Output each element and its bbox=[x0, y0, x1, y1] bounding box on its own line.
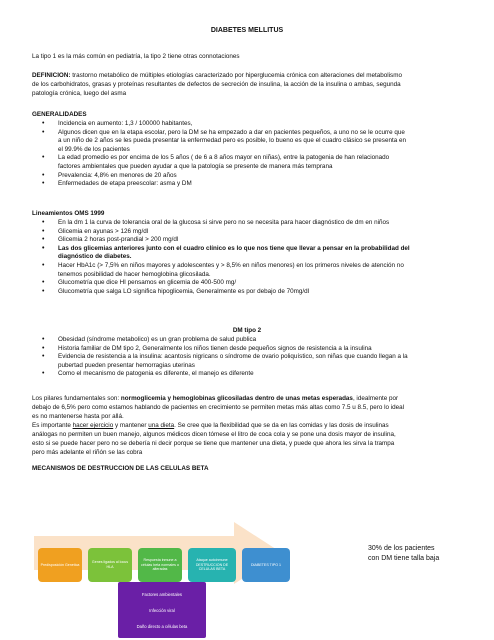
list-item-continuation: tenemos posibilidad de hacer hemoglobina glicosilada. bbox=[58, 270, 211, 278]
list-item: • Prevalencia: 4,8% en menores de 20 años bbox=[32, 172, 406, 181]
pilares-text: y mantener bbox=[113, 422, 149, 429]
side-note-line-1: 30% de los pacientes bbox=[368, 545, 435, 552]
definition-line-1 bbox=[32, 72, 402, 81]
list-item: • En la dm 1 la curva de tolerancia oral de la glucosa si sirve pero no se necesita para hacer diagnóstico de dm en niños bbox=[32, 219, 410, 228]
list-item: • Como el mecanismo de patogenia es diferente, el manejo es diferente bbox=[32, 370, 408, 379]
list-item-continuation: a un niño de 2 años se les pueda presentar la enfermedad pero es posible, lo bueno es que el cuadro clásico se presenta en bbox=[58, 137, 406, 145]
pilares-text: Los pilares fundamentales son: bbox=[32, 395, 121, 402]
definition-label: DEFINICION: bbox=[32, 72, 71, 79]
diagram-box-immune: Respuesta inmune a células beta normales o alteradas bbox=[138, 548, 182, 582]
list-item: • Evidencia de resistencia a la insulina: acantosis nigricans o síndrome de ovario poliquístico, son niñas que cuando llegan a la bbox=[32, 353, 408, 362]
mecanismos-heading: MECANISMOS DE DESTRUCCION DE LAS CELULAS BETA bbox=[32, 465, 209, 472]
factor-item: Factores ambientales bbox=[141, 592, 183, 597]
pilares-line-5: análogas no permiten un buen manejo, algunos médicos dicen tómese el litro de coca cola y se pone una dosis mayor de insulina, bbox=[32, 431, 396, 438]
generalidades-list bbox=[32, 120, 406, 189]
document-title: DIABETES MELLITUS bbox=[210, 27, 284, 34]
list-item: • Obesidad (síndrome metabolico) es un gran problema de salud publica bbox=[32, 336, 408, 345]
oms-list bbox=[32, 219, 410, 296]
diagram-box-autoimmune: Ataque autoinmune DESTRUCCION DE CELULAS BETA bbox=[188, 548, 236, 582]
pilares-line-1 bbox=[32, 395, 398, 404]
list-item: • Enfermedades de etapa preescolar: asma y DM bbox=[32, 180, 406, 189]
list-item: • Incidencia en aumento: 1,3 / 100000 habitantes, bbox=[32, 120, 406, 129]
oms-heading: Lineamientos OMS 1999 bbox=[32, 210, 105, 217]
diagram-box-hla: Genes ligados al locus HLA bbox=[88, 548, 132, 582]
side-note-line-2: con DM tiene talla baja bbox=[368, 555, 440, 562]
list-item: • Historia familiar de DM tipo 2, Generalmente los niños tienen desde pequeños signos de resistencia a la insulina bbox=[32, 345, 408, 354]
pilares-underline: una dieta bbox=[148, 422, 175, 429]
list-item: • Glicemia 2 horas post-prandial > 200 mg/dl bbox=[32, 236, 410, 245]
list-item: • Glucometría que salga LO significa hipoglicemia, Generalmente es por debajo de 70mg/dl bbox=[32, 288, 410, 297]
pilares-line-6: esto si se puede hacer pero no se debería ni decir porque se tiene que mantener una dieta, y puede que ahora les sirva la trampa bbox=[32, 440, 395, 447]
generalidades-heading: GENERALIDADES bbox=[32, 111, 87, 118]
definition-text-1: trastorno metabólico de múltiples etiologías caracterizado por hiperglucemia crónica con alteraciones del metabolismo bbox=[70, 72, 402, 79]
definition-line-3: patología crónica, luego del asma bbox=[32, 90, 127, 97]
intro-text: La tipo 1 es la más común en pediatría, la tipo 2 tiene otras connotaciones bbox=[32, 53, 240, 60]
list-item: • La edad promedio es por encima de los 5 años ( de 6 a 8 años mayor en niñas), entre la patogenia de han relacionado bbox=[32, 154, 406, 163]
pilares-text: , idealmente por bbox=[352, 395, 399, 402]
dm2-heading: DM tipo 2 bbox=[232, 327, 262, 334]
pilares-bold: normoglicemia y hemoglobinas glicosiladas dentro de unas metas esperadas bbox=[120, 395, 353, 402]
pilares-text: Es importante bbox=[32, 422, 73, 429]
dm2-list bbox=[32, 336, 408, 379]
diagram-box-dm1: DIABETES TIPO 1 bbox=[242, 548, 290, 582]
pilares-line-4 bbox=[32, 422, 389, 431]
factor-item: Daño directo a células beta bbox=[136, 624, 188, 629]
environmental-factors-box bbox=[118, 582, 206, 638]
list-item-continuation: diagnóstico de diabetes. bbox=[58, 253, 132, 261]
diagram-box-genetic: Predisposición Genetica bbox=[38, 548, 82, 582]
pilares-underline: hacer ejercicio bbox=[72, 422, 114, 429]
list-item: • Hacer HbA1c (> 7,5% en niños mayores y adolescentes y > 8,5% en niños menores) en los primeros niveles de atención no bbox=[32, 262, 410, 271]
list-item-continuation: factores ambientales que pueden ayudar a que la patología se presente de manera más temprana bbox=[58, 162, 333, 170]
pilares-line-2: debajo de 6,5% pero como estamos hablando de pacientes en crecimiento se permiten metas más altas como 7.5 u 8.5, pero lo ideal bbox=[32, 404, 405, 411]
factor-item: Infección viral bbox=[149, 608, 175, 613]
definition-line-2: de los carbohidratos, grasas y proteínas resultantes de defectos de secreción de insulina, la acción de la insulina o ambas, segunda bbox=[32, 81, 401, 88]
list-item: • Glicemia en ayunas > 126 mg/dl bbox=[32, 228, 410, 237]
pilares-line-7: pero más adelante el riñón se las cobra bbox=[32, 449, 143, 456]
list-item-continuation: pubertad pueden presentar hemorragias uterinas bbox=[58, 361, 195, 369]
list-item: • Las dos glicemias anteriores junto con el cuadro clínico es lo que nos tiene que llevar a pensar en la probabilidad del bbox=[32, 245, 410, 254]
pilares-text: . Se cree que la flexibilidad que se da en las comidas y las dosis de insulinas bbox=[174, 422, 389, 429]
list-item: • Glucometría que dice HI pensamos en glicemia de 400-500 mg/ bbox=[32, 279, 410, 288]
pilares-line-3: es no mantenerse hasta por allá. bbox=[32, 413, 124, 420]
list-item: • Algunos dicen que en la etapa escolar, pero la DM se ha empezado a dar en pacientes pequeños, a uno no se le ocurre que bbox=[32, 129, 406, 138]
list-item-continuation: el 99.9% de los pacientes bbox=[58, 145, 130, 153]
